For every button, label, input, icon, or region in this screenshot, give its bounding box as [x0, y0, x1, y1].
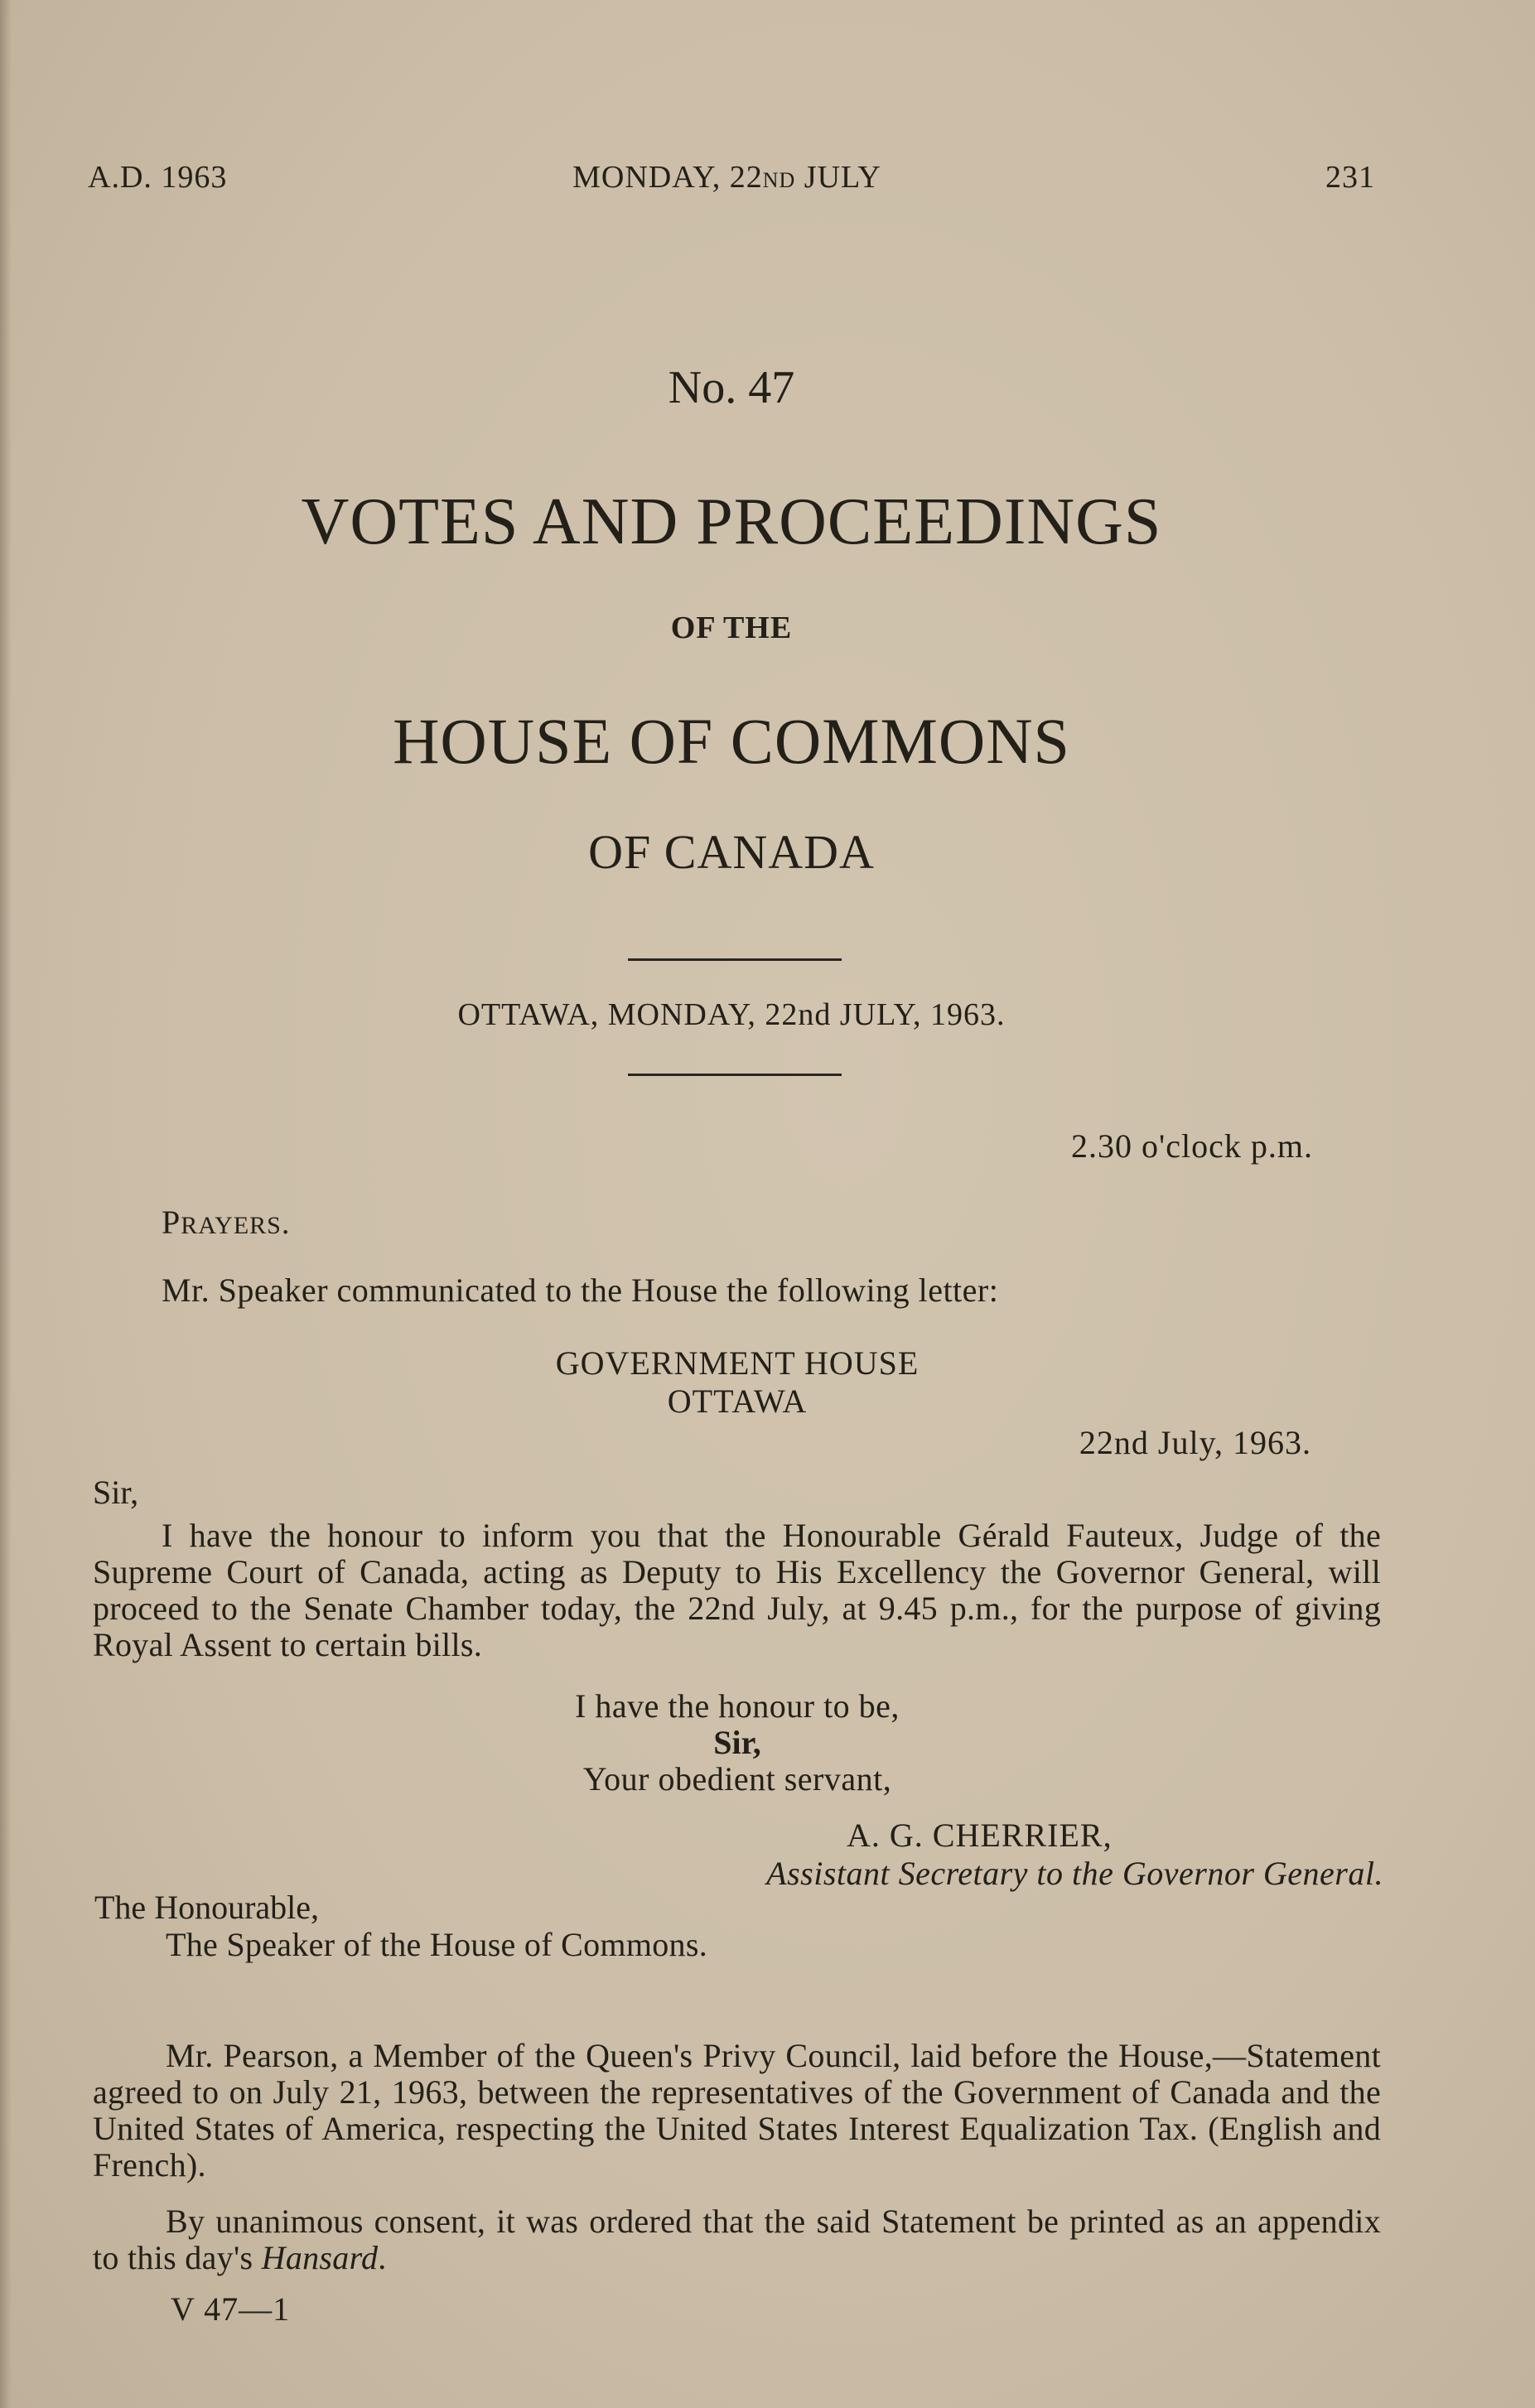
issue-number: No. 47 — [668, 362, 795, 413]
title-votes-and-proceedings: VOTES AND PROCEEDINGS — [301, 485, 1162, 558]
header-date-main: MONDAY, 22 — [572, 160, 763, 195]
letter-from-line2: OTTAWA — [667, 1383, 808, 1420]
header-date-month: JULY — [795, 160, 881, 195]
letter-addressee-2: The Speaker of the House of Commons. — [166, 1926, 708, 1963]
paragraph3-text: By unanimous consent, it was ordered that the said Statement be printed as an appendix to this day's — [93, 2203, 1381, 2276]
letter-signatory: A. G. CHERRIER, — [847, 1817, 1113, 1854]
unanimous-consent-paragraph — [93, 2203, 1381, 2276]
prayers-heading — [162, 1203, 290, 1242]
prayers-rest: RAYERS — [181, 1212, 282, 1239]
letter-salutation: Sir, — [93, 1474, 139, 1511]
letter-closing-2: Sir, — [713, 1724, 761, 1761]
letter-closing-1: I have the honour to be, — [575, 1687, 900, 1725]
letter-date: 22nd July, 1963. — [1079, 1424, 1311, 1461]
letter-body: I have the honour to inform you that the Honourable Gérald Fauteux, Judge of the Supreme Court of Canada, acting as Deputy to His Excellency the Governor General, will proceed to the Senate Chamber today, the 22nd July, at 9.45 p.m., for the purpose of giving Royal Assent to certain bills. — [93, 1517, 1381, 1663]
letter-signatory-title: Assistant Secretary to the Governor General. — [766, 1855, 1383, 1892]
header-year: A.D. 1963 — [88, 160, 228, 195]
dateline: OTTAWA, MONDAY, 22nd JULY, 1963. — [457, 997, 1006, 1032]
letter-closing-3: Your obedient servant, — [582, 1760, 892, 1798]
footer-signature-mark: V 47—1 — [171, 2290, 291, 2328]
divider-bottom — [628, 1074, 842, 1076]
title-of-the: OF THE — [670, 610, 793, 645]
letter-addressee-1: The Honourable, — [94, 1889, 320, 1926]
header-date — [0, 159, 1454, 195]
title-house-of-commons: HOUSE OF COMMONS — [393, 705, 1070, 777]
pearson-statement-paragraph: Mr. Pearson, a Member of the Queen's Privy Council, laid before the House,—Statement agreed to on July 21, 1963, between the representatives of the Government of Canada and the United States of America, respecting the United States Interest Equalization Tax. (English and French). — [93, 2037, 1381, 2184]
page-number: 231 — [1325, 160, 1375, 195]
sitting-time: 2.30 o'clock p.m. — [1071, 1127, 1313, 1165]
letter-from-line1: GOVERNMENT HOUSE — [555, 1344, 920, 1382]
paragraph3-end: . — [378, 2239, 387, 2276]
communication-intro: Mr. Speaker communicated to the House the following letter: — [162, 1272, 999, 1309]
header-date-ordinal: ND — [762, 168, 796, 192]
title-of-canada: OF CANADA — [588, 825, 875, 879]
prayers-initial: P — [162, 1204, 181, 1241]
prayers-period: . — [281, 1206, 291, 1241]
hansard-italic: Hansard — [261, 2239, 379, 2276]
divider-top — [628, 958, 842, 961]
